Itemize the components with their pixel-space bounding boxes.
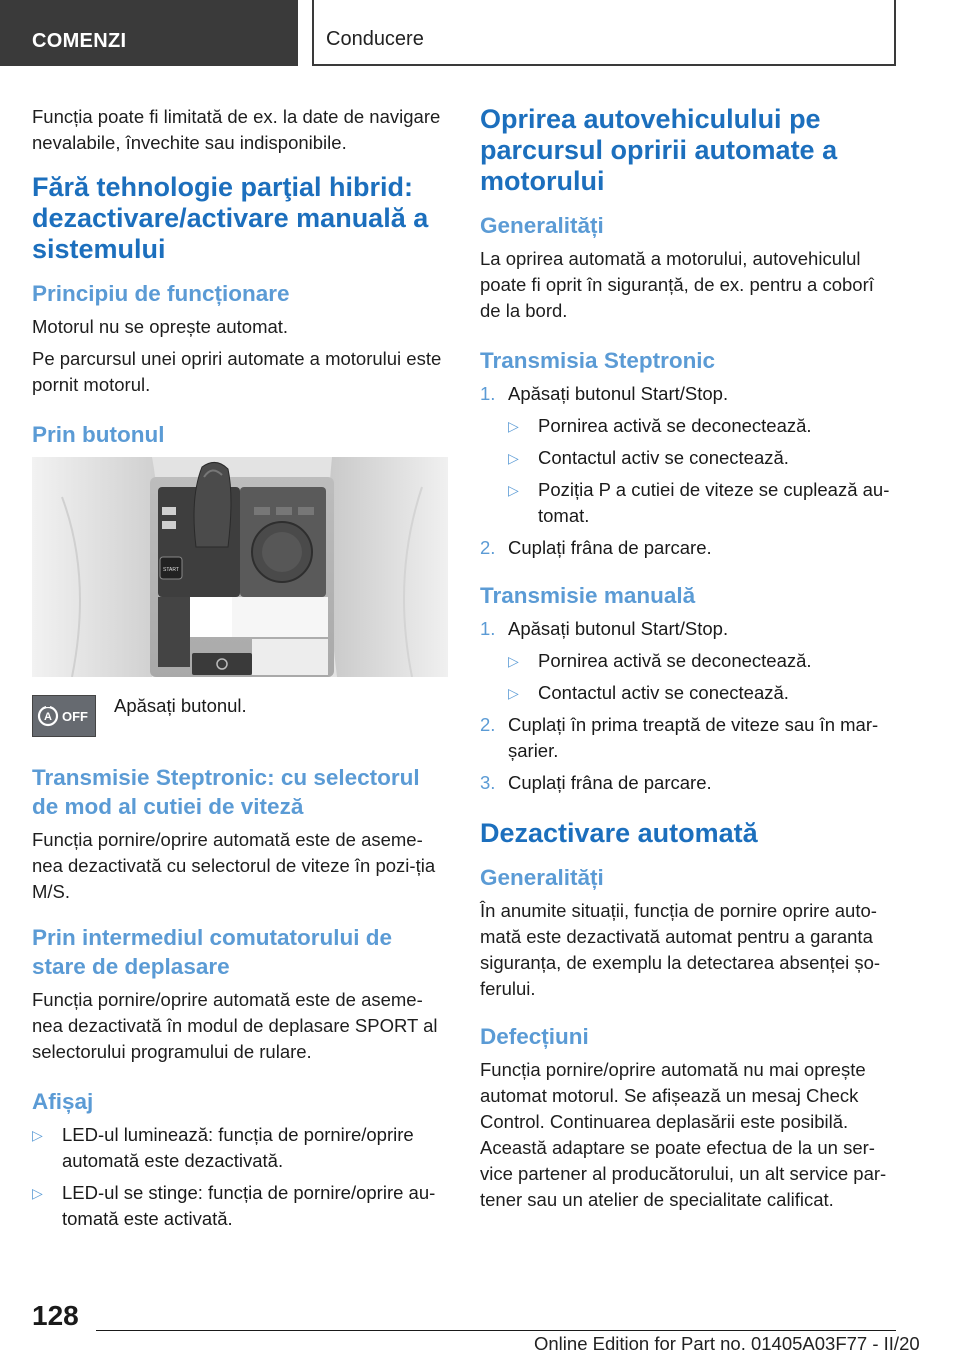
heading-steptronic: Transmisia Steptronic bbox=[480, 348, 716, 373]
list-item: ▷ Contactul activ se conectează. bbox=[508, 680, 898, 706]
edition-footer: Online Edition for Part no. 01405A03F77 - II/20 bbox=[534, 1333, 920, 1354]
principle-paragraph-2: Pe parcursul unei opriri automate a motorului este pornit motorul. bbox=[32, 348, 442, 395]
heading-drive-switch: Prin intermediul comutatorului de stare de deplasare bbox=[32, 925, 393, 979]
heading-faults: Defecțiuni bbox=[480, 1024, 589, 1049]
list-item: ▷ Poziția P a cutiei de viteze se cuplează au-tomat. bbox=[508, 479, 890, 526]
heading-general-2: Generalități bbox=[480, 865, 604, 890]
page-header bbox=[0, 0, 960, 66]
page-number: 128 bbox=[32, 1300, 79, 1331]
triangle-bullet-icon: ▷ bbox=[508, 482, 519, 498]
list-item: 1. Apăsați butonul Start/Stop. ▷ Pornirea activă se deconectează. ▷ Contactul activ se conectează. ▷ Poziția P a cutiei de viteze se cuplează au-tomat. bbox=[480, 381, 898, 529]
intro-paragraph: Funcția poate fi limitată de ex. la date de navigare nevalabile, învechite sau indisponibile. bbox=[32, 106, 441, 153]
console-illustration bbox=[32, 457, 448, 677]
heading-display: Afișaj bbox=[32, 1089, 94, 1114]
steptronic-selector-paragraph: Funcția pornire/oprire automată este de aseme-nea dezactivată cu selectorul de viteze în pozi-ția M/S. bbox=[32, 829, 436, 902]
display-list bbox=[32, 1122, 450, 1232]
left-column bbox=[32, 104, 450, 1238]
triangle-bullet-icon: ▷ bbox=[32, 1127, 43, 1143]
auto-start-stop-off-icon bbox=[32, 695, 96, 737]
triangle-bullet-icon: ▷ bbox=[32, 1185, 43, 1201]
triangle-bullet-icon: ▷ bbox=[508, 418, 519, 434]
list-item: ▷ Contactul activ se conectează. bbox=[508, 445, 898, 471]
heading-auto-deactivation: Dezactivare automată bbox=[480, 818, 758, 848]
heading-general: Generalități bbox=[480, 213, 604, 238]
heading-stop-vehicle: Oprirea autovehiculului pe parcursul opririi automate a motorului bbox=[480, 104, 838, 196]
chapter-title: Conducere bbox=[312, 0, 896, 66]
manual-steps bbox=[480, 616, 898, 796]
section-tab: COMENZI bbox=[0, 0, 298, 66]
general-paragraph: La oprirea automată a motorului, autovehiculul poate fi oprit în siguranță, de ex. pentru a coborî de la bord. bbox=[480, 248, 874, 321]
list-item: 1. Apăsați butonul Start/Stop. ▷ Pornirea activă se deconectează. ▷ Contactul activ se conectează. bbox=[480, 616, 898, 706]
triangle-bullet-icon: ▷ bbox=[508, 653, 519, 669]
footer-divider bbox=[96, 1330, 896, 1331]
svg-text:START: START bbox=[163, 567, 179, 573]
gear-selector-console-image bbox=[32, 457, 448, 677]
heading-manual: Transmisie manuală bbox=[480, 583, 696, 608]
list-item: 2. Cuplați frâna de parcare. bbox=[480, 537, 712, 558]
faults-paragraph: Funcția pornire/oprire automată nu mai oprește automat motorul. Se afișează un mesaj Check Control. Continuarea deplasării este posibilă. Această adaptare se poate efectua de la un ser-vice partener al producătorului, un alt service par-tener sau un atelier de specialitate calificat. bbox=[480, 1059, 887, 1210]
general-2-paragraph: În anumite situații, funcția de pornire oprire auto-mată este dezactivată automat pentru a garanta siguranța, de exemplu la detectarea absenței șo-ferului. bbox=[480, 900, 881, 999]
heading-principle: Principiu de funcționare bbox=[32, 281, 290, 306]
right-column bbox=[480, 104, 898, 1213]
list-item: ▷ LED-ul luminează: funcția de pornire/oprire automată este dezactivată. bbox=[32, 1124, 414, 1171]
principle-paragraph-1: Motorul nu se oprește automat. bbox=[32, 316, 289, 337]
list-item: 3. Cuplați frâna de parcare. bbox=[480, 772, 712, 793]
press-button-row bbox=[32, 695, 450, 737]
heading-button: Prin butonul bbox=[32, 422, 165, 447]
steptronic-steps bbox=[480, 381, 898, 561]
list-item: ▷ Pornirea activă se deconectează. bbox=[508, 648, 898, 674]
heading-steptronic-selector: Transmisie Steptronic: cu selectorul de mod al cutiei de viteză bbox=[32, 765, 420, 819]
svg-text:OFF: OFF bbox=[62, 709, 88, 724]
heading-no-hybrid: Fără tehnologie parţial hibrid: dezactivare/activare manuală a sistemului bbox=[32, 172, 429, 264]
list-item: 2. Cuplați în prima treaptă de viteze sau în mar-șarier. bbox=[480, 714, 879, 761]
svg-text:A: A bbox=[44, 711, 52, 723]
list-item: ▷ LED-ul se stinge: funcția de pornire/oprire au-tomată este activată. bbox=[32, 1182, 436, 1229]
drive-switch-paragraph: Funcția pornire/oprire automată este de aseme-nea dezactivată în modul de deplasare SPORT al selectorului programului de rulare. bbox=[32, 989, 438, 1062]
press-button-text: Apăsați butonul. bbox=[114, 695, 247, 716]
triangle-bullet-icon: ▷ bbox=[508, 685, 519, 701]
list-item: ▷ Pornirea activă se deconectează. bbox=[508, 413, 898, 439]
triangle-bullet-icon: ▷ bbox=[508, 450, 519, 466]
